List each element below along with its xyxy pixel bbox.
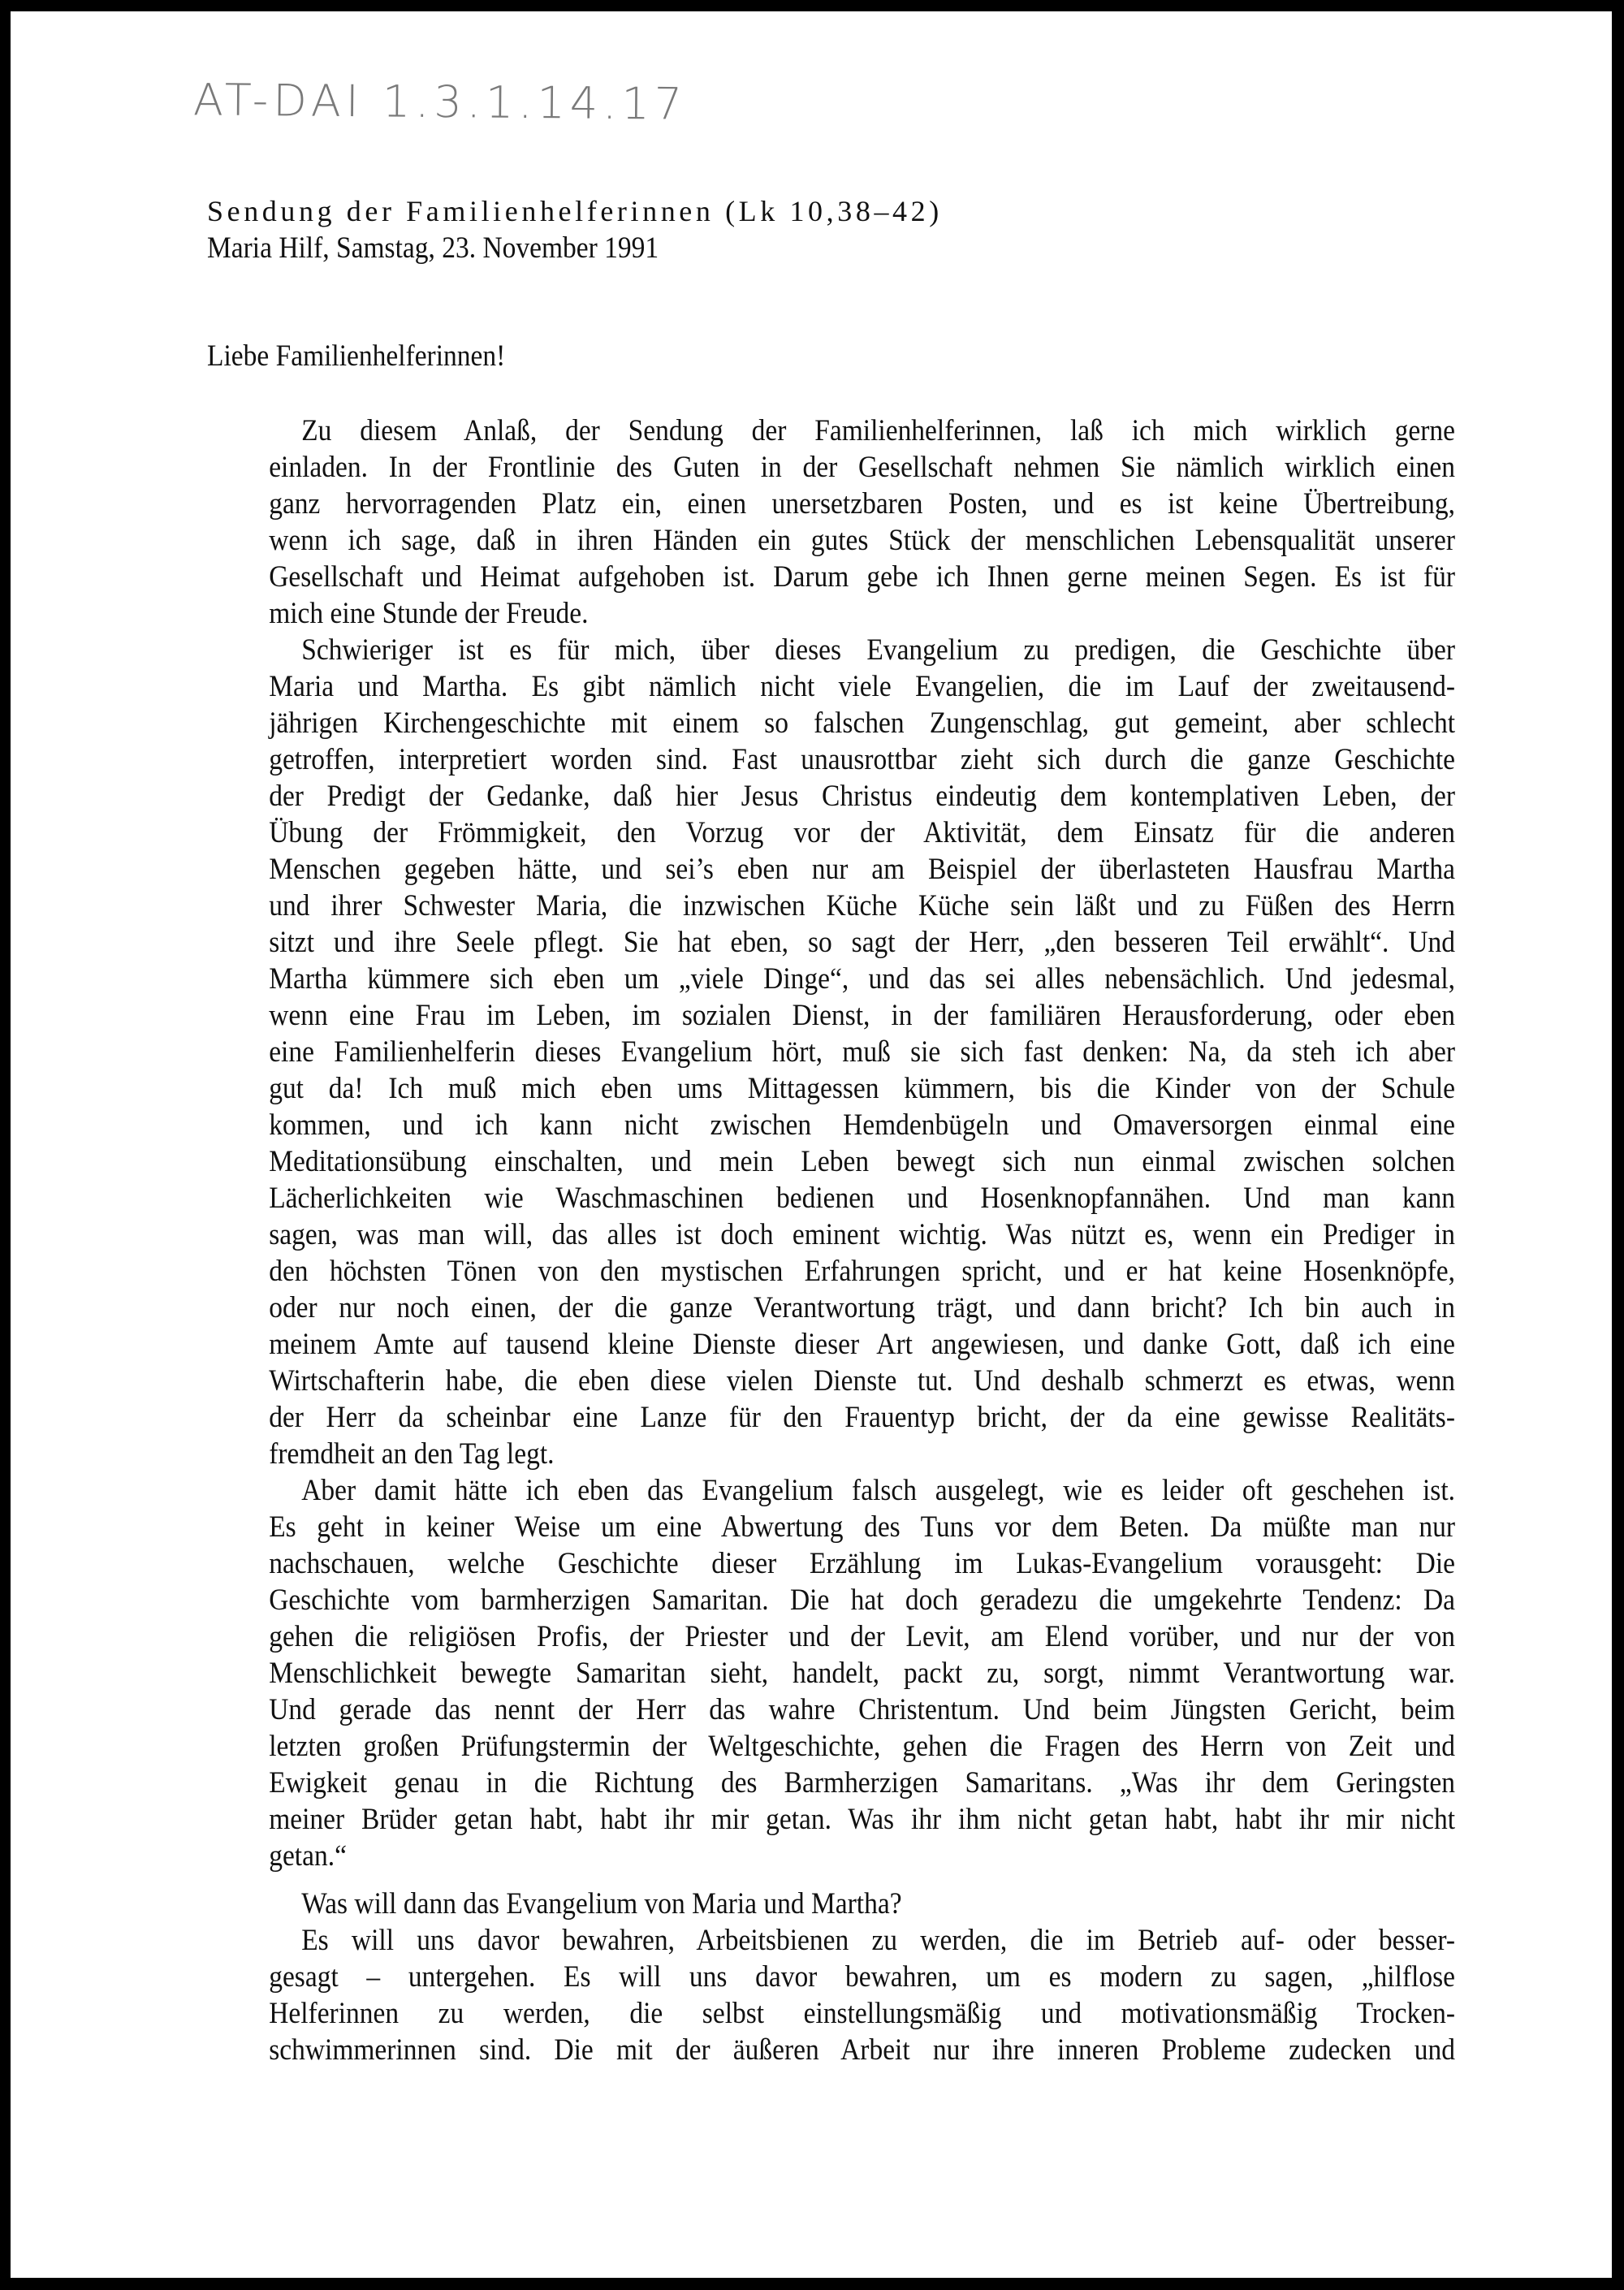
paragraph-5	[207, 1922, 1456, 2068]
text-line: wenn eine Frau im Leben, im sozialen Dienst, in der familiären Herausforderung, oder eben	[269, 999, 1455, 1032]
document-header	[207, 193, 1423, 266]
text-line: Schwieriger ist es für mich, über dieses Evangelium zu predigen, die Geschichte über	[301, 633, 1455, 667]
text-line: Wirtschafterin habe, die eben diese vielen Dienste tut. Und deshalb schmerzt es etwas, wenn	[269, 1364, 1455, 1398]
text-line: Menschlichkeit bewegte Samaritan sieht, handelt, packt zu, sorgt, nimmt Verantwortung war.	[269, 1657, 1455, 1690]
text-line: Geschichte vom barmherzigen Samaritan. Die hat doch geradezu die umgekehrte Tendenz: Da	[269, 1584, 1455, 1617]
text-line: Und gerade das nennt der Herr das wahre Christentum. Und beim Jüngsten Gericht, beim	[269, 1693, 1456, 1726]
text-line: gehen die religiösen Profis, der Priester und der Levit, am Elend vorüber, und nur der von	[269, 1620, 1455, 1653]
text-line: Was will dann das Evangelium von Maria und Martha?	[301, 1887, 902, 1921]
paragraph-spacer	[207, 1874, 1423, 1886]
text-line: getan.“	[269, 1839, 347, 1873]
text-line: Aber damit hätte ich eben das Evangelium falsch ausgelegt, wie es leider oft geschehen ist.	[301, 1474, 1455, 1507]
text-line: meinem Amte auf tausend kleine Dienste dieser Art angewiesen, und danke Gott, daß ich eine	[269, 1328, 1455, 1361]
paragraph-question	[207, 1886, 1423, 1922]
text-line: Maria und Martha. Es gibt nämlich nicht viele Evangelien, die im Lauf der zweitausend-	[269, 670, 1455, 703]
text-line: Gesellschaft und Heimat aufgehoben ist. Darum gebe ich Ihnen gerne meinen Segen. Es ist für	[269, 560, 1455, 594]
text-line: sagen, was man will, das alles ist doch eminent wichtig. Was nützt es, wenn ein Prediger in	[269, 1218, 1455, 1251]
text-line: gut da! Ich muß mich eben ums Mittagessen kümmern, bis die Kinder von der Schule	[269, 1072, 1455, 1105]
text-line: oder nur noch einen, der die ganze Verantwortung trägt, und dann bricht? Ich bin auch in	[269, 1291, 1455, 1324]
text-line: Meditationsübung einschalten, und mein Leben bewegt sich nun einmal zwischen solchen	[269, 1145, 1456, 1178]
document-page	[11, 11, 1612, 2278]
paragraph-1	[207, 413, 1456, 632]
text-line: Ewigkeit genau in die Richtung des Barmherzigen Samaritans. „Was ihr dem Geringsten	[269, 1766, 1456, 1800]
text-line: Übung der Frömmigkeit, den Vorzug vor der Aktivität, dem Einsatz für die anderen	[269, 816, 1455, 849]
salutation: Liebe Familienhelferinnen!	[207, 339, 506, 373]
text-line: schwimmerinnen sind. Die mit der äußeren Arbeit nur ihre inneren Probleme zudecken und	[269, 2033, 1455, 2067]
text-line: sitzt und ihre Seele pflegt. Sie hat eben, so sagt der Herr, „den besseren Teil erwählt“. Und	[269, 926, 1455, 959]
text-line: der Predigt der Gedanke, daß hier Jesus Christus eindeutig dem kontemplativen Leben, der	[269, 780, 1455, 813]
paragraph-2	[207, 632, 1456, 1472]
paragraph-3	[207, 1472, 1456, 1874]
text-line: den höchsten Tönen von den mystischen Erfahrungen spricht, und er hat keine Hosenknöpfe,	[269, 1255, 1455, 1288]
text-line: getroffen, interpretiert worden sind. Fast unausrottbar zieht sich durch die ganze Geschichte	[269, 743, 1455, 776]
text-line: Martha kümmere sich eben um „viele Dinge“, und das sei alles nebensächlich. Und jedesmal,	[269, 962, 1455, 996]
text-line: jährigen Kirchengeschichte mit einem so falschen Zungenschlag, gut gemeint, aber schlecht	[269, 706, 1455, 740]
text-line: Lächerlichkeiten wie Waschmaschinen bedienen und Hosenknopfannähen. Und man kann	[269, 1182, 1456, 1215]
sermon-title: Sendung der Familienhelferinnen (Lk 10,38–42)	[207, 195, 943, 227]
sermon-body	[207, 413, 1456, 2068]
text-line: mich eine Stunde der Freude.	[269, 597, 589, 630]
text-line: Es will uns davor bewahren, Arbeitsbienen zu werden, die im Betrieb auf- oder besser-	[301, 1924, 1456, 1957]
text-line: Helferinnen zu werden, die selbst einstellungsmäßig und motivationsmäßig Trocken-	[269, 1997, 1456, 2030]
text-line: fremdheit an den Tag legt.	[269, 1437, 555, 1471]
text-line: gesagt – untergehen. Es will uns davor bewahren, um es modern zu sagen, „hilflose	[269, 1960, 1455, 1994]
text-line: meiner Brüder getan habt, habt ihr mir getan. Was ihr ihm nicht getan habt, habt ihr mir nicht	[269, 1803, 1455, 1836]
text-line: kommen, und ich kann nicht zwischen Hemdenbügeln und Omaversorgen einmal eine	[269, 1108, 1456, 1142]
text-line: Zu diesem Anlaß, der Sendung der Familienhelferinnen, laß ich mich wirklich gerne	[301, 414, 1456, 447]
text-line: ganz hervorragenden Platz ein, einen unersetzbaren Posten, und es ist keine Übertreibung,	[269, 487, 1455, 521]
text-line: Menschen gegeben hätte, und sei’s eben nur am Beispiel der überlasteten Hausfrau Martha	[269, 853, 1455, 886]
text-line: Es geht in keiner Weise um eine Abwertung des Tuns vor dem Beten. Da müßte man nur	[269, 1510, 1455, 1544]
text-line: der Herr da scheinbar eine Lanze für den Frauentyp bricht, der da eine gewisse Realitäts-	[269, 1401, 1455, 1434]
text-line: eine Familienhelferin dieses Evangelium hört, muß sie sich fast denken: Na, da steh ich aber	[269, 1035, 1455, 1069]
text-line: letzten großen Prüfungstermin der Weltgeschichte, gehen die Fragen des Herrn von Zeit und	[269, 1730, 1455, 1763]
archive-signature-handwritten: AT-DAI 1.3.1.14.17	[192, 74, 688, 130]
text-line: einladen. In der Frontlinie des Guten in der Gesellschaft nehmen Sie nämlich wirklich einen	[269, 451, 1456, 484]
text-line: nachschauen, welche Geschichte dieser Erzählung im Lukas-Evangelium vorausgeht: Die	[269, 1547, 1455, 1580]
text-line: wenn ich sage, daß in ihren Händen ein gutes Stück der menschlichen Lebensqualität unserer	[269, 524, 1456, 557]
text-line: und ihrer Schwester Maria, die inzwischen Küche Küche sein läßt und zu Füßen des Herrn	[269, 889, 1455, 922]
sermon-place-date: Maria Hilf, Samstag, 23. November 1991	[207, 231, 659, 265]
